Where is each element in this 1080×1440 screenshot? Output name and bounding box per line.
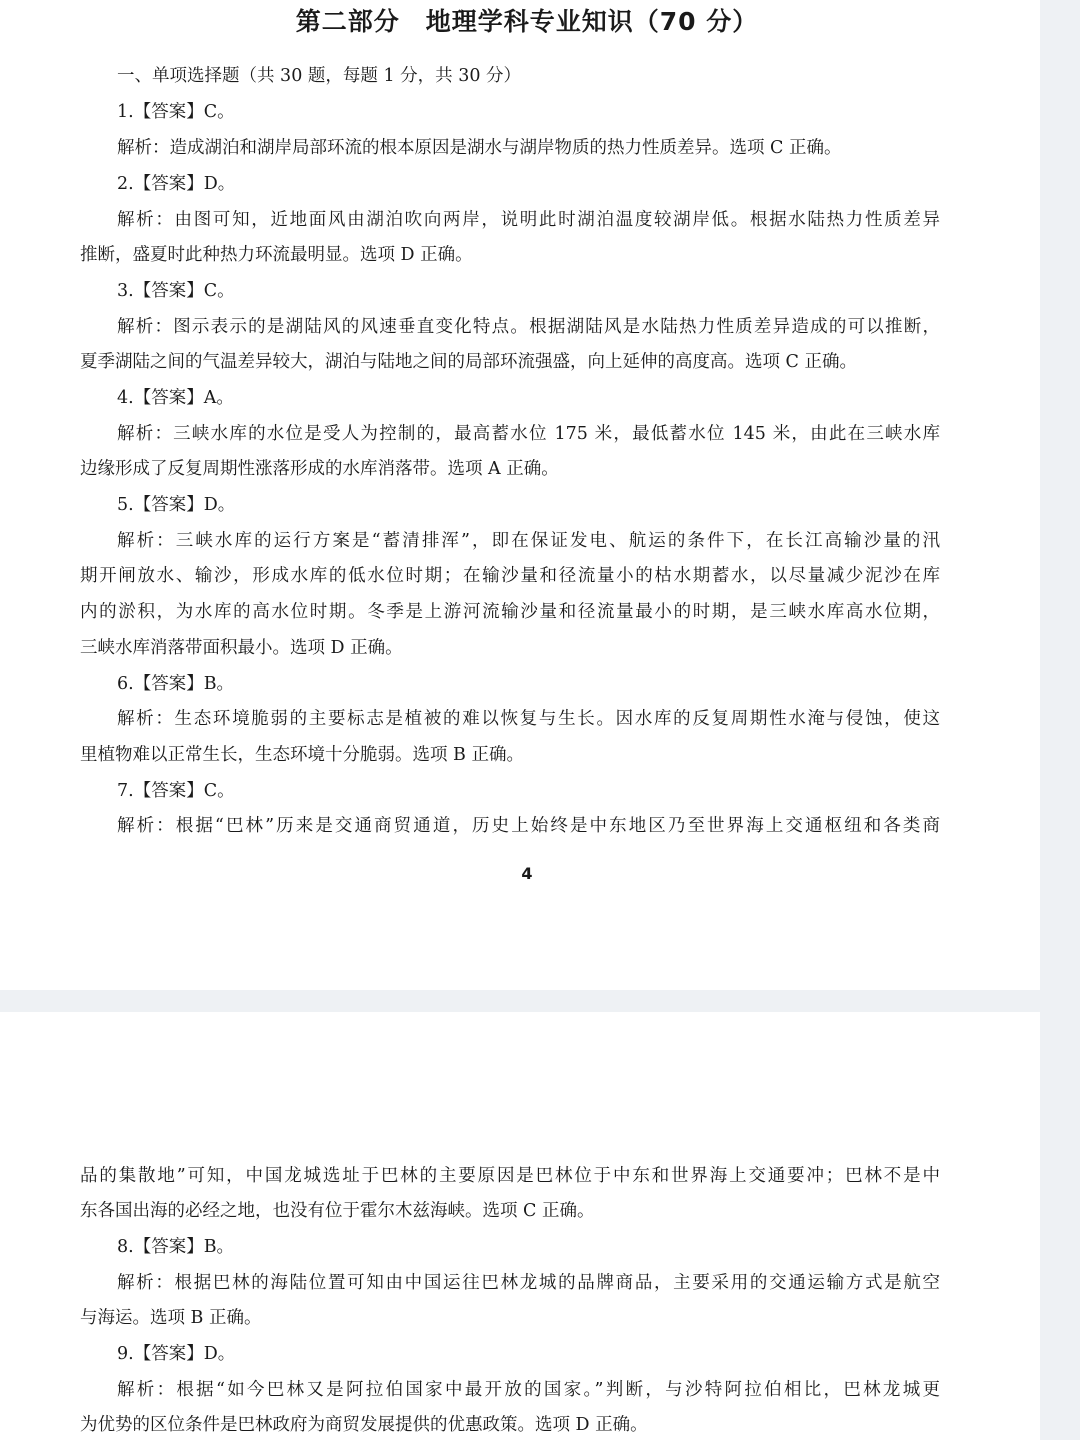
answer-line-4: 4.【答案】A。 <box>117 388 234 408</box>
explanation-line: 解析：三峡水库的水位是受人为控制的，最高蓄水位 175 米，最低蓄水位 145 米，由此在三峡水库 <box>117 424 940 444</box>
answer-line-7: 7.【答案】C。 <box>117 781 235 801</box>
explanation-line: 期开闸放水、输沙，形成水库的低水位时期；在输沙量和径流量小的枯水期蓄水，以尽量减少泥沙在库 <box>80 566 940 586</box>
explanation-line: 解析：三峡水库的运行方案是“蓄清排浑”，即在保证发电、航运的条件下，在长江高输沙量的汛 <box>117 531 940 551</box>
page-number: 4 <box>521 864 533 883</box>
explanation-line: 解析：造成湖泊和湖岸局部环流的根本原因是湖水与湖岸物质的热力性质差异。选项 C 正确。 <box>117 138 842 158</box>
answer-line-3: 3.【答案】C。 <box>117 281 235 301</box>
explanation-line: 品的集散地”可知，中国龙城选址于巴林的主要原因是巴林位于中东和世界海上交通要冲；巴林不是中 <box>80 1166 940 1186</box>
section-title: 第二部分 地理学科专业知识（70 分） <box>295 7 759 36</box>
answer-line-6: 6.【答案】B。 <box>117 674 235 694</box>
explanation-line: 里植物难以正常生长，生态环境十分脆弱。选项 B 正确。 <box>80 745 524 765</box>
explanation-line: 解析：图示表示的是湖陆风的风速垂直变化特点。根据湖陆风是水陆热力性质差异造成的可以推断， <box>117 317 940 337</box>
question-type-heading: 一、单项选择题（共 30 题，每题 1 分，共 30 分） <box>117 66 522 86</box>
explanation-line: 边缘形成了反复周期性涨落形成的水库消落带。选项 A 正确。 <box>80 459 559 479</box>
answer-line-8: 8.【答案】B。 <box>117 1237 235 1257</box>
explanation-line: 与海运。选项 B 正确。 <box>80 1308 262 1328</box>
explanation-line: 三峡水库消落带面积最小。选项 D 正确。 <box>80 638 403 658</box>
explanation-line: 为优势的区位条件是巴林政府为商贸发展提供的优惠政策。选项 D 正确。 <box>80 1415 648 1435</box>
answer-line-5: 5.【答案】D。 <box>117 495 236 515</box>
explanation-line: 内的淤积，为水库的高水位时期。冬季是上游河流输沙量和径流量最小的时期，是三峡水库高水位期， <box>80 602 940 622</box>
answer-line-1: 1.【答案】C。 <box>117 102 235 122</box>
answer-line-2: 2.【答案】D。 <box>117 174 236 194</box>
explanation-line: 解析：由图可知，近地面风由湖泊吹向两岸，说明此时湖泊温度较湖岸低。根据水陆热力性质差异 <box>117 210 940 230</box>
explanation-line: 解析：根据“巴林”历来是交通商贸通道，历史上始终是中东地区乃至世界海上交通枢纽和各类商 <box>117 816 940 836</box>
explanation-line: 推断，盛夏时此种热力环流最明显。选项 D 正确。 <box>80 245 473 265</box>
explanation-line: 东各国出海的必经之地，也没有位于霍尔木兹海峡。选项 C 正确。 <box>80 1201 595 1221</box>
explanation-line: 解析：生态环境脆弱的主要标志是植被的难以恢复与生长。因水库的反复周期性水淹与侵蚀，使这 <box>117 709 940 729</box>
explanation-line: 解析：根据“如今巴林又是阿拉伯国家中最开放的国家。”判断，与沙特阿拉伯相比，巴林龙城更 <box>117 1380 940 1400</box>
document-page-bottom <box>0 1012 1040 1440</box>
explanation-line: 夏季湖陆之间的气温差异较大，湖泊与陆地之间的局部环流强盛，向上延伸的高度高。选项 C 正确。 <box>80 352 858 372</box>
explanation-line: 解析：根据巴林的海陆位置可知由中国运往巴林龙城的品牌商品，主要采用的交通运输方式是航空 <box>117 1273 940 1293</box>
answer-line-9: 9.【答案】D。 <box>117 1344 236 1364</box>
